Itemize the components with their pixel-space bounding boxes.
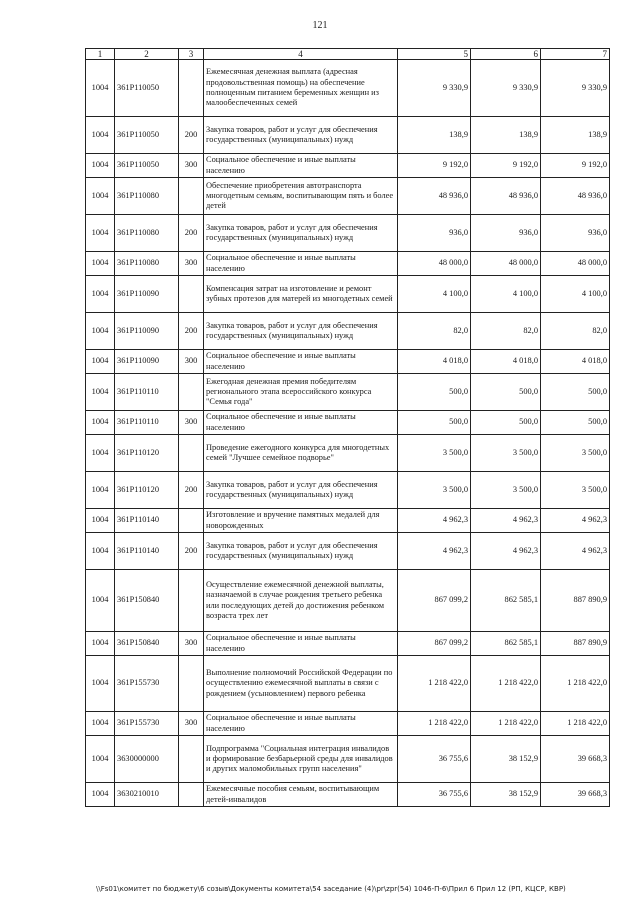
section-code-cell: 1004 <box>86 60 115 117</box>
target-code-cell: 361P110080 <box>115 215 179 252</box>
table-row <box>86 252 610 276</box>
value-year3-cell: 1 218 422,0 <box>541 712 610 736</box>
item-name-cell: Социальное обеспечение и иные выплаты населению <box>204 632 398 656</box>
expense-type-cell <box>179 570 204 632</box>
table-row <box>86 117 610 154</box>
value-year3-cell: 3 500,0 <box>541 472 610 509</box>
item-name-cell: Ежегодная денежная премия победителям регионального этапа всероссийского конкурса "Семья года" <box>204 374 398 411</box>
value-year1-cell: 9 330,9 <box>398 60 471 117</box>
expense-type-cell <box>179 656 204 712</box>
item-name-cell: Компенсация затрат на изготовление и ремонт зубных протезов для матерей из многодетных семей <box>204 276 398 313</box>
section-code-cell: 1004 <box>86 215 115 252</box>
value-year1-cell: 9 192,0 <box>398 154 471 178</box>
value-year2-cell: 936,0 <box>471 215 541 252</box>
value-year2-cell: 500,0 <box>471 374 541 411</box>
target-code-cell: 361P110050 <box>115 117 179 154</box>
value-year3-cell: 82,0 <box>541 313 610 350</box>
table-row <box>86 472 610 509</box>
expense-type-cell: 200 <box>179 313 204 350</box>
item-name-cell: Социальное обеспечение и иные выплаты населению <box>204 350 398 374</box>
section-code-cell: 1004 <box>86 632 115 656</box>
value-year2-cell: 82,0 <box>471 313 541 350</box>
section-code-cell: 1004 <box>86 252 115 276</box>
value-year2-cell: 4 962,3 <box>471 509 541 533</box>
value-year1-cell: 936,0 <box>398 215 471 252</box>
value-year3-cell: 39 668,3 <box>541 736 610 783</box>
value-year1-cell: 36 755,6 <box>398 736 471 783</box>
section-code-cell: 1004 <box>86 435 115 472</box>
table-row <box>86 435 610 472</box>
expense-type-cell: 300 <box>179 632 204 656</box>
section-code-cell: 1004 <box>86 411 115 435</box>
value-year3-cell: 3 500,0 <box>541 435 610 472</box>
target-code-cell: 361P110110 <box>115 374 179 411</box>
value-year3-cell: 48 936,0 <box>541 178 610 215</box>
value-year2-cell: 862 585,1 <box>471 632 541 656</box>
value-year2-cell: 38 152,9 <box>471 783 541 807</box>
value-year3-cell: 1 218 422,0 <box>541 656 610 712</box>
target-code-cell: 361P110140 <box>115 533 179 570</box>
expense-type-cell <box>179 736 204 783</box>
table-row <box>86 215 610 252</box>
table-row <box>86 350 610 374</box>
value-year1-cell: 1 218 422,0 <box>398 656 471 712</box>
table-row <box>86 570 610 632</box>
target-code-cell: 361P110090 <box>115 276 179 313</box>
target-code-cell: 361P150840 <box>115 570 179 632</box>
value-year3-cell: 48 000,0 <box>541 252 610 276</box>
item-name-cell: Закупка товаров, работ и услуг для обеспечения государственных (муниципальных) нужд <box>204 215 398 252</box>
footer-file-path: \\Fs01\комитет по бюджету\6 созыв\Документы комитета\54 заседание (4)\pr\zpr(54) 1046-П-6\Прил 6 Прил 12 (РП, КЦСР, КВР) <box>96 885 566 893</box>
table-row <box>86 736 610 783</box>
section-code-cell: 1004 <box>86 712 115 736</box>
page-number: 121 <box>312 20 328 31</box>
column-header: 3 <box>179 49 204 60</box>
expense-type-cell: 200 <box>179 117 204 154</box>
table-row <box>86 411 610 435</box>
value-year3-cell: 9 192,0 <box>541 154 610 178</box>
item-name-cell: Обеспечение приобретения автотранспорта многодетным семьям, воспитывающим пять и более детей <box>204 178 398 215</box>
table-row <box>86 313 610 350</box>
section-code-cell: 1004 <box>86 472 115 509</box>
section-code-cell: 1004 <box>86 736 115 783</box>
value-year2-cell: 1 218 422,0 <box>471 712 541 736</box>
item-name-cell: Ежемесячные пособия семьям, воспитывающим детей-инвалидов <box>204 783 398 807</box>
value-year2-cell: 48 936,0 <box>471 178 541 215</box>
value-year1-cell: 867 099,2 <box>398 632 471 656</box>
table-body <box>86 60 610 807</box>
expense-type-cell: 300 <box>179 712 204 736</box>
value-year2-cell: 862 585,1 <box>471 570 541 632</box>
value-year3-cell: 138,9 <box>541 117 610 154</box>
value-year1-cell: 36 755,6 <box>398 783 471 807</box>
value-year1-cell: 500,0 <box>398 411 471 435</box>
item-name-cell: Социальное обеспечение и иные выплаты населению <box>204 411 398 435</box>
value-year3-cell: 887 890,9 <box>541 570 610 632</box>
column-header: 2 <box>115 49 179 60</box>
value-year1-cell: 4 100,0 <box>398 276 471 313</box>
value-year3-cell: 39 668,3 <box>541 783 610 807</box>
expense-type-cell <box>179 60 204 117</box>
value-year1-cell: 3 500,0 <box>398 435 471 472</box>
section-code-cell: 1004 <box>86 783 115 807</box>
value-year1-cell: 3 500,0 <box>398 472 471 509</box>
target-code-cell: 361P110050 <box>115 60 179 117</box>
table-row <box>86 276 610 313</box>
section-code-cell: 1004 <box>86 570 115 632</box>
item-name-cell: Осуществление ежемесячной денежной выплаты, назначаемой в случае рождения третьего ребенка или последующих детей до достижения ребенком возраста трех лет <box>204 570 398 632</box>
target-code-cell: 361P110090 <box>115 313 179 350</box>
target-code-cell: 361P110120 <box>115 472 179 509</box>
expense-type-cell: 300 <box>179 411 204 435</box>
item-name-cell: Ежемесячная денежная выплата (адресная продовольственная помощь) на обеспечение полноценным питанием беременных женщин из малообеспеченных семей <box>204 60 398 117</box>
item-name-cell: Выполнение полномочий Российской Федерации по осуществлению ежемесячной выплаты в связи с рождением (усыновлением) первого ребенка <box>204 656 398 712</box>
section-code-cell: 1004 <box>86 656 115 712</box>
value-year2-cell: 4 100,0 <box>471 276 541 313</box>
item-name-cell: Закупка товаров, работ и услуг для обеспечения государственных (муниципальных) нужд <box>204 117 398 154</box>
expense-type-cell <box>179 509 204 533</box>
table-row <box>86 374 610 411</box>
value-year2-cell: 4 962,3 <box>471 533 541 570</box>
target-code-cell: 361P155730 <box>115 712 179 736</box>
column-header: 6 <box>471 49 541 60</box>
item-name-cell: Закупка товаров, работ и услуг для обеспечения государственных (муниципальных) нужд <box>204 313 398 350</box>
target-code-cell: 361P110120 <box>115 435 179 472</box>
section-code-cell: 1004 <box>86 509 115 533</box>
column-header: 7 <box>541 49 610 60</box>
value-year2-cell: 9 330,9 <box>471 60 541 117</box>
expense-type-cell: 200 <box>179 533 204 570</box>
expense-type-cell <box>179 783 204 807</box>
budget-table <box>85 48 610 807</box>
item-name-cell: Закупка товаров, работ и услуг для обеспечения государственных (муниципальных) нужд <box>204 472 398 509</box>
table-header-row <box>86 49 610 60</box>
item-name-cell: Подпрограмма "Социальная интеграция инвалидов и формирование безбарьерной среды для инвалидов и других маломобильных групп населения" <box>204 736 398 783</box>
target-code-cell: 361P150840 <box>115 632 179 656</box>
target-code-cell: 361P110110 <box>115 411 179 435</box>
target-code-cell: 361P110090 <box>115 350 179 374</box>
value-year3-cell: 4 100,0 <box>541 276 610 313</box>
expense-type-cell <box>179 276 204 313</box>
value-year3-cell: 4 018,0 <box>541 350 610 374</box>
item-name-cell: Социальное обеспечение и иные выплаты населению <box>204 712 398 736</box>
section-code-cell: 1004 <box>86 313 115 350</box>
value-year3-cell: 936,0 <box>541 215 610 252</box>
section-code-cell: 1004 <box>86 117 115 154</box>
target-code-cell: 361P155730 <box>115 656 179 712</box>
item-name-cell: Социальное обеспечение и иные выплаты населению <box>204 154 398 178</box>
target-code-cell: 3630210010 <box>115 783 179 807</box>
table-row <box>86 632 610 656</box>
value-year1-cell: 48 000,0 <box>398 252 471 276</box>
value-year1-cell: 4 962,3 <box>398 533 471 570</box>
value-year1-cell: 500,0 <box>398 374 471 411</box>
section-code-cell: 1004 <box>86 350 115 374</box>
section-code-cell: 1004 <box>86 374 115 411</box>
column-header: 4 <box>204 49 398 60</box>
column-header: 1 <box>86 49 115 60</box>
target-code-cell: 3630000000 <box>115 736 179 783</box>
target-code-cell: 361P110080 <box>115 178 179 215</box>
value-year2-cell: 9 192,0 <box>471 154 541 178</box>
value-year3-cell: 4 962,3 <box>541 533 610 570</box>
expense-type-cell: 200 <box>179 215 204 252</box>
value-year1-cell: 4 962,3 <box>398 509 471 533</box>
target-code-cell: 361P110050 <box>115 154 179 178</box>
value-year3-cell: 4 962,3 <box>541 509 610 533</box>
expense-type-cell <box>179 178 204 215</box>
value-year1-cell: 867 099,2 <box>398 570 471 632</box>
table-row <box>86 509 610 533</box>
value-year3-cell: 887 890,9 <box>541 632 610 656</box>
value-year1-cell: 4 018,0 <box>398 350 471 374</box>
expense-type-cell: 300 <box>179 154 204 178</box>
expense-type-cell: 300 <box>179 252 204 276</box>
table-row <box>86 712 610 736</box>
value-year2-cell: 3 500,0 <box>471 472 541 509</box>
expense-type-cell <box>179 435 204 472</box>
target-code-cell: 361P110080 <box>115 252 179 276</box>
value-year3-cell: 500,0 <box>541 374 610 411</box>
value-year1-cell: 138,9 <box>398 117 471 154</box>
section-code-cell: 1004 <box>86 533 115 570</box>
value-year2-cell: 38 152,9 <box>471 736 541 783</box>
section-code-cell: 1004 <box>86 178 115 215</box>
table-row <box>86 60 610 117</box>
value-year2-cell: 4 018,0 <box>471 350 541 374</box>
value-year2-cell: 138,9 <box>471 117 541 154</box>
value-year2-cell: 1 218 422,0 <box>471 656 541 712</box>
item-name-cell: Социальное обеспечение и иные выплаты населению <box>204 252 398 276</box>
value-year3-cell: 9 330,9 <box>541 60 610 117</box>
column-header: 5 <box>398 49 471 60</box>
value-year1-cell: 1 218 422,0 <box>398 712 471 736</box>
item-name-cell: Закупка товаров, работ и услуг для обеспечения государственных (муниципальных) нужд <box>204 533 398 570</box>
expense-type-cell: 200 <box>179 472 204 509</box>
section-code-cell: 1004 <box>86 276 115 313</box>
value-year1-cell: 48 936,0 <box>398 178 471 215</box>
section-code-cell: 1004 <box>86 154 115 178</box>
table-row <box>86 783 610 807</box>
item-name-cell: Изготовление и вручение памятных медалей для новорожденных <box>204 509 398 533</box>
table-row <box>86 533 610 570</box>
table-row <box>86 154 610 178</box>
table-row <box>86 656 610 712</box>
value-year2-cell: 48 000,0 <box>471 252 541 276</box>
item-name-cell: Проведение ежегодного конкурса для многодетных семей "Лучшее семейное подворье" <box>204 435 398 472</box>
table-row <box>86 178 610 215</box>
target-code-cell: 361P110140 <box>115 509 179 533</box>
value-year2-cell: 3 500,0 <box>471 435 541 472</box>
expense-type-cell <box>179 374 204 411</box>
value-year2-cell: 500,0 <box>471 411 541 435</box>
value-year3-cell: 500,0 <box>541 411 610 435</box>
expense-type-cell: 300 <box>179 350 204 374</box>
value-year1-cell: 82,0 <box>398 313 471 350</box>
